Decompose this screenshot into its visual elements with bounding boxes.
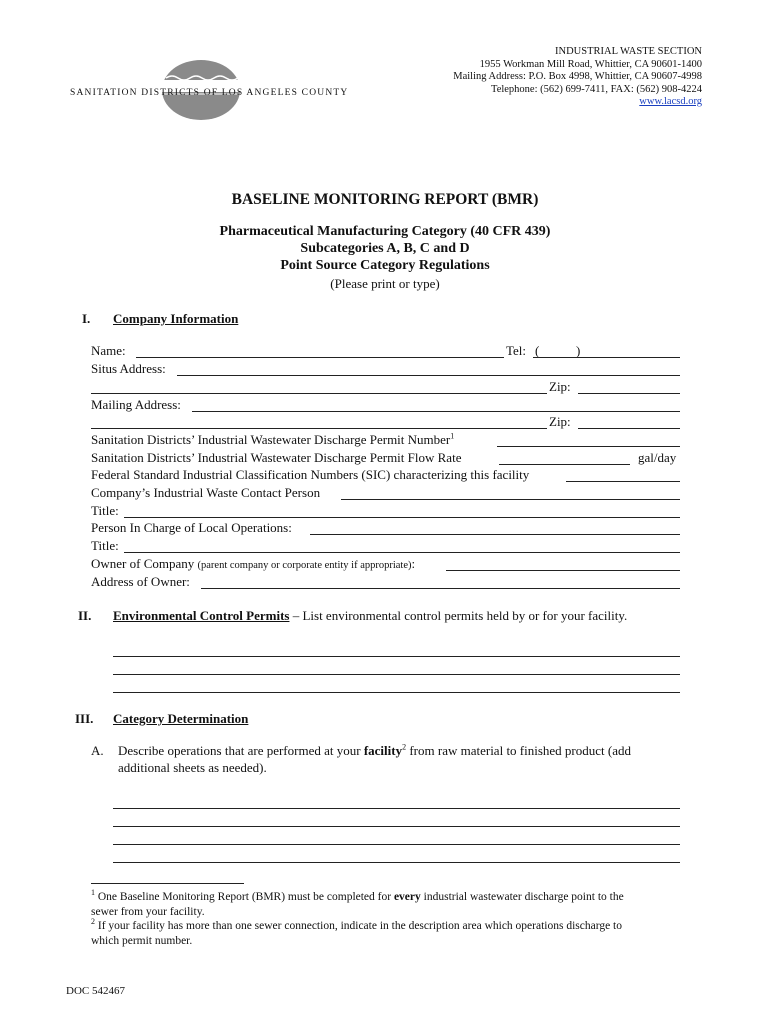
section-3-heading: Category Determination <box>113 711 249 726</box>
footnote-1-line2: sewer from your facility. <box>91 906 205 918</box>
subtitle-line1: Pharmaceutical Manufacturing Category (40 CFR 439) <box>219 224 551 239</box>
contact-person-label: Company’s Industrial Waste Contact Person <box>91 485 321 500</box>
situs-address-line2-field[interactable] <box>91 393 547 394</box>
subtitle-line3: Point Source Category Regulations <box>280 258 490 273</box>
footnote-1-bold: every <box>393 891 421 903</box>
org-name: SANITATION DISTRICTS OF LOS ANGELES COUNTY <box>70 88 349 98</box>
footnote-1-number: 1 <box>91 888 95 898</box>
situs-address-label: Situs Address: <box>91 361 166 376</box>
tel-paren-open: ( <box>535 343 540 358</box>
print-note: (Please print or type) <box>330 276 440 291</box>
section-3-number: III. <box>75 711 94 726</box>
footnote-2-text: If your facility has more than one sewer connection, indicate in the description area which operations discharge to <box>95 920 623 932</box>
mailing-address-label: Mailing Address: <box>91 397 181 412</box>
local-operations-label: Person In Charge of Local Operations: <box>91 520 292 535</box>
item-a-bold: facility <box>363 743 403 758</box>
item-a-text <box>118 743 631 758</box>
permits-line-2[interactable] <box>113 674 680 675</box>
section-2-number: II. <box>78 608 92 623</box>
owner-address-label: Address of Owner: <box>91 574 190 589</box>
owner-label <box>91 556 415 573</box>
section-1-number: I. <box>82 311 91 326</box>
situs-zip-label: Zip: <box>549 379 571 394</box>
permit-number-label <box>91 432 454 447</box>
flow-rate-label: Sanitation Districts’ Industrial Wastewater Discharge Permit Flow Rate <box>91 450 462 465</box>
situs-zip-field[interactable] <box>578 393 680 394</box>
mailing-address-field[interactable] <box>192 411 680 412</box>
item-a-post: from raw material to finished product (add <box>406 743 631 758</box>
owner-field[interactable] <box>446 570 680 571</box>
document-id: DOC 542467 <box>66 985 125 997</box>
website-link[interactable]: www.lacsd.org <box>639 96 702 107</box>
sic-label: Federal Standard Industrial Classification Numbers (SIC) characterizing this facility <box>91 467 530 482</box>
operations-line-1[interactable] <box>113 808 680 809</box>
footnote-ref-1: 1 <box>450 431 455 441</box>
local-operations-field[interactable] <box>310 534 680 535</box>
owner-note: (parent company or corporate entity if appropriate) <box>197 560 412 571</box>
footnote-1 <box>91 890 624 904</box>
contact-title-label: Title: <box>91 503 119 518</box>
tel-label: Tel: <box>506 343 527 358</box>
mailing-address-line2-field[interactable] <box>91 428 547 429</box>
operations-line-3[interactable] <box>113 844 680 845</box>
local-title-label: Title: <box>91 538 119 553</box>
item-a-line2: additional sheets as needed). <box>118 760 267 775</box>
footnote-ref-2: 2 <box>402 742 407 752</box>
tel-paren-close: ) <box>576 343 581 358</box>
item-a-label: A. <box>91 743 104 758</box>
operations-line-2[interactable] <box>113 826 680 827</box>
permits-line-1[interactable] <box>113 656 680 657</box>
flow-rate-field[interactable] <box>499 464 630 465</box>
section-2-description: – List environmental control permits held by or for your facility. <box>289 608 628 623</box>
section-1-heading: Company Information <box>113 311 239 326</box>
mailing-address: Mailing Address: P.O. Box 4998, Whittier, CA 90607-4998 <box>453 71 702 82</box>
section-2-heading-row <box>113 608 627 623</box>
org-contact-block <box>372 46 702 109</box>
footnote-2 <box>91 919 622 933</box>
local-title-field[interactable] <box>124 552 680 553</box>
tel-field[interactable] <box>533 357 680 358</box>
subtitle-line2: Subcategories A, B, C and D <box>300 241 470 256</box>
mailing-zip-field[interactable] <box>578 428 680 429</box>
report-title: BASELINE MONITORING REPORT (BMR) <box>231 191 539 208</box>
section-name: INDUSTRIAL WASTE SECTION <box>555 46 702 57</box>
item-a-pre: Describe operations that are performed at your <box>118 743 364 758</box>
name-label: Name: <box>91 343 126 358</box>
street-address: 1955 Workman Mill Road, Whittier, CA 90601-1400 <box>479 58 702 70</box>
owner-colon: : <box>411 556 416 571</box>
sic-field[interactable] <box>566 481 680 482</box>
footnote-divider <box>91 883 244 884</box>
contact-title-field[interactable] <box>124 517 680 518</box>
footnote-1-pre: One Baseline Monitoring Report (BMR) must be completed for <box>95 891 394 903</box>
contact-person-field[interactable] <box>341 499 680 500</box>
permit-number-label-text: Sanitation Districts’ Industrial Wastewater Discharge Permit Number <box>91 432 451 447</box>
owner-address-field[interactable] <box>201 588 680 589</box>
section-2-heading: Environmental Control Permits <box>113 608 290 623</box>
permits-line-3[interactable] <box>113 692 680 693</box>
permit-number-field[interactable] <box>497 446 680 447</box>
mailing-zip-label: Zip: <box>549 414 571 429</box>
situs-address-field[interactable] <box>177 375 680 376</box>
footnote-2-line2: which permit number. <box>91 935 193 947</box>
flow-rate-unit: gal/day <box>638 450 677 465</box>
name-field[interactable] <box>136 357 504 358</box>
operations-line-4[interactable] <box>113 862 680 863</box>
footnote-1-post: industrial wastewater discharge point to the <box>420 891 624 903</box>
footnote-2-number: 2 <box>91 917 95 927</box>
telephone: Telephone: (562) 699-7411, FAX: (562) 908-4224 <box>491 83 702 95</box>
owner-label-text: Owner of Company <box>91 556 195 571</box>
